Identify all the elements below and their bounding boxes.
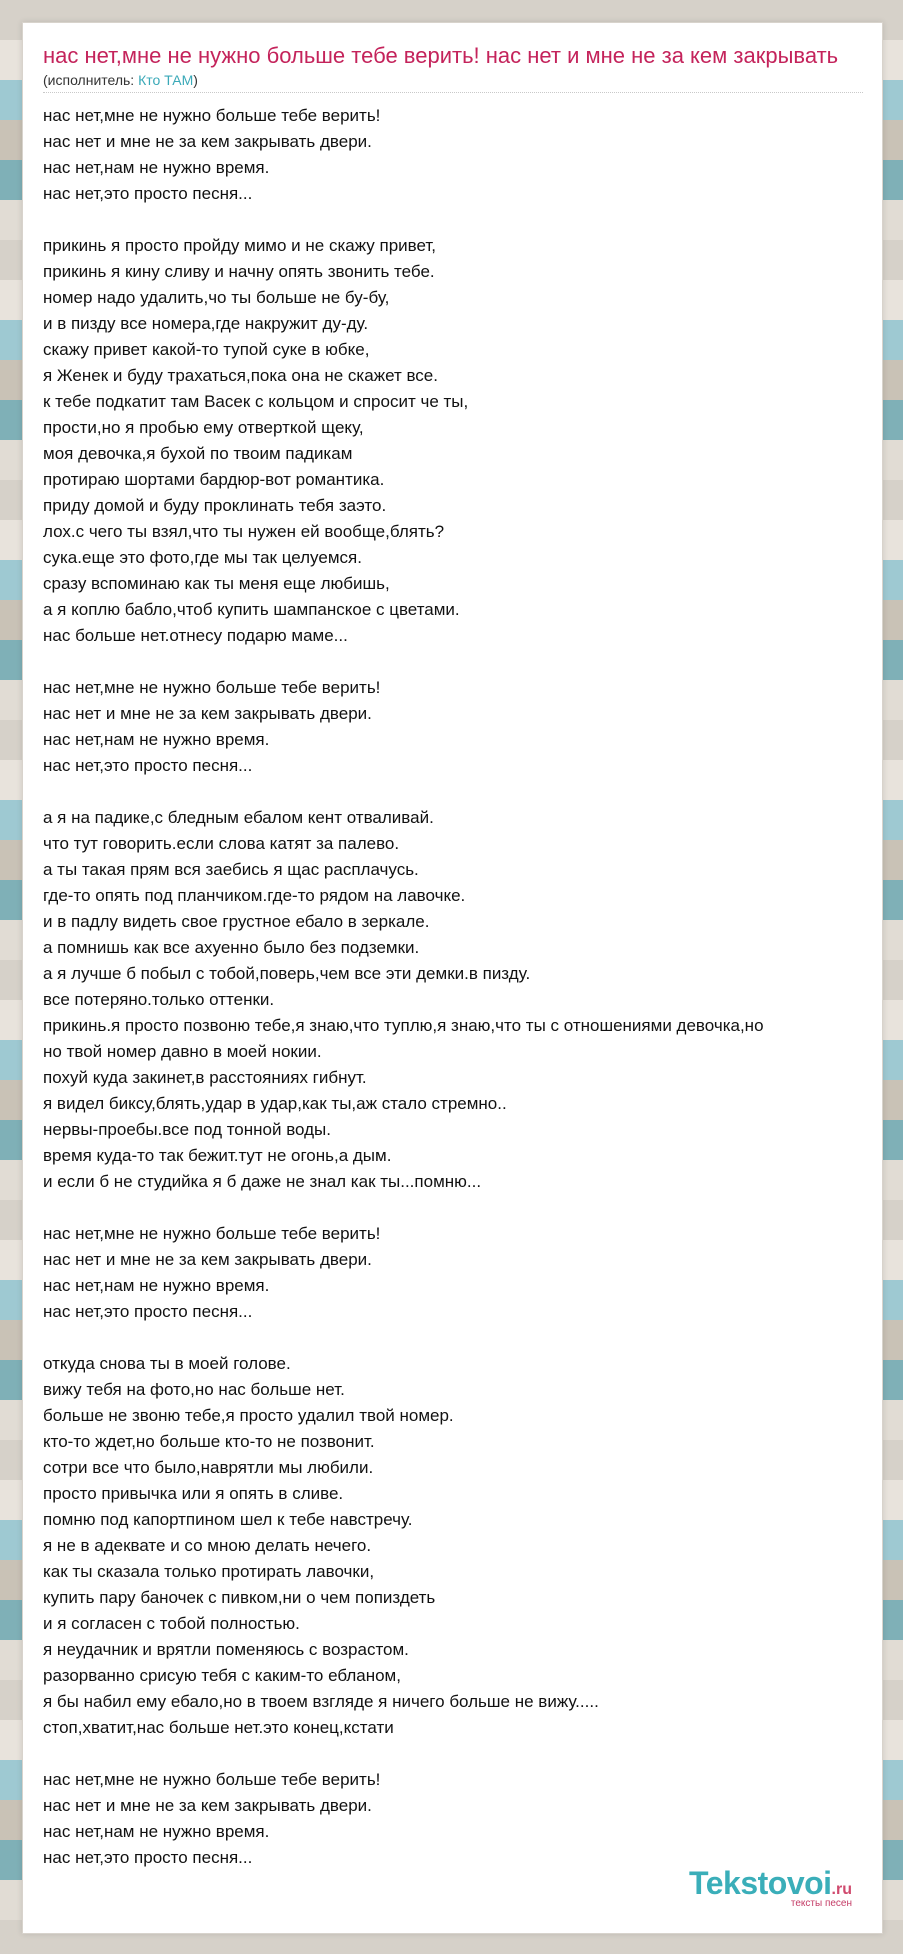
lyric-line: нас нет,это просто песня... [43,1302,253,1321]
lyric-line: кто-то ждет,но больше кто-то не позвонит. [43,1432,375,1451]
lyric-line: прикинь я кину сливу и начну опять звонить тебе. [43,262,435,281]
lyric-line: нас нет,нам не нужно время. [43,158,270,177]
lyric-line: лох.с чего ты взял,что ты нужен ей вообще,блять? [43,522,445,541]
lyric-line: я видел биксу,блять,удар в удар,как ты,аж стало стремно.. [43,1094,507,1113]
lyric-line: купить пару баночек с пивком,ни о чем попиздеть [43,1588,436,1607]
site-logo[interactable] [689,1866,852,1909]
artist-suffix: ) [193,72,198,88]
lyric-line: нас нет и мне не за кем закрывать двери. [43,1796,372,1815]
lyric-line: просто привычка или я опять в сливе. [43,1484,344,1503]
stanza-break [43,649,882,675]
lyric-line: но твой номер давно в моей нокии. [43,1042,322,1061]
lyric-line: стоп,хватит,нас больше нет.это конец,кстати [43,1718,394,1737]
lyric-line: номер надо удалить,чо ты больше не бу-бу, [43,288,390,307]
lyric-line: похуй куда закинет,в расстояниях гибнут. [43,1068,367,1087]
lyric-line: протираю шортами бардюр-вот романтика. [43,470,385,489]
lyric-line: нас нет,нам не нужно время. [43,730,270,749]
lyric-line: прикинь я просто пройду мимо и не скажу привет, [43,236,437,255]
lyric-line: нас нет,мне не нужно больше тебе верить! [43,1770,381,1789]
lyric-line: помню под капортпином шел к тебе навстречу. [43,1510,413,1529]
artist-line [43,71,863,93]
lyric-line: нервы-проебы.все под тонной воды. [43,1120,331,1139]
lyric-line: сука.еще это фото,где мы так целуемся. [43,548,362,567]
lyric-line: сразу вспоминаю как ты меня еще любишь, [43,574,390,593]
lyric-line: а ты такая прям вся заебись я щас расплачусь. [43,860,419,879]
lyric-line: что тут говорить.если слова катят за палево. [43,834,400,853]
stanza-break [43,1325,882,1351]
lyric-line: а я коплю бабло,чтоб купить шампанское с цветами. [43,600,460,619]
lyric-line: я бы набил ему ебало,но в твоем взгляде я ничего больше не вижу..... [43,1692,599,1711]
lyric-line: нас нет и мне не за кем закрывать двери. [43,132,372,151]
lyric-line: нас нет,это просто песня... [43,1848,253,1867]
lyric-line: к тебе подкатит там Васек с кольцом и спросит че ты, [43,392,469,411]
lyric-line: а помнишь как все ахуенно было без подземки. [43,938,420,957]
lyric-line: нас нет,это просто песня... [43,184,253,203]
lyric-line: а я лучше б побыл с тобой,поверь,чем все эти демки.в пизду. [43,964,531,983]
lyric-line: и если б не студийка я б даже не знал как ты...помню... [43,1172,482,1191]
lyric-line: прости,но я пробью ему отверткой щеку, [43,418,364,437]
lyrics-card [22,22,883,1934]
logo-tld-text: .ru [831,1881,852,1898]
song-title: нас нет,мне не нужно больше тебе верить! нас нет и мне не за кем закрывать [43,43,839,68]
lyric-line: нас нет и мне не за кем закрывать двери. [43,1250,372,1269]
lyric-line: время куда-то так бежит.тут не огонь,а дым. [43,1146,392,1165]
logo-main-text: Tekstovoi [689,1865,832,1901]
lyric-line: прикинь.я просто позвоню тебе,я знаю,что туплю,я знаю,что ты с отношениями девочка,но [43,1016,764,1035]
lyric-line: я неудачник и врятли поменяюсь с возрастом. [43,1640,409,1659]
lyric-line: сотри все что было,наврятли мы любили. [43,1458,374,1477]
lyric-line: как ты сказала только протирать лавочки, [43,1562,375,1581]
logo-subtitle: тексты песен [790,1898,852,1909]
lyric-line: нас нет,мне не нужно больше тебе верить! [43,1224,381,1243]
lyric-line: нас нет,нам не нужно время. [43,1822,270,1841]
lyric-line: нас больше нет.отнесу подарю маме... [43,626,348,645]
lyric-line: скажу привет какой-то тупой суке в юбке, [43,340,370,359]
lyric-line: нас нет,мне не нужно больше тебе верить! [43,678,381,697]
lyrics-body [23,93,882,1871]
lyric-line: откуда снова ты в моей голове. [43,1354,291,1373]
lyric-line: я Женек и буду трахаться,пока она не скажет все. [43,366,438,385]
stanza-break [43,207,882,233]
lyric-line: все потеряно.только оттенки. [43,990,275,1009]
stanza-break [43,1741,882,1767]
lyric-line: и я согласен с тобой полностью. [43,1614,300,1633]
lyric-line: нас нет,нам не нужно время. [43,1276,270,1295]
lyric-line: нас нет,это просто песня... [43,756,253,775]
lyric-line: где-то опять под планчиком.где-то рядом на лавочке. [43,886,466,905]
lyric-line: и в пизду все номера,где накружит ду-ду. [43,314,369,333]
lyric-line: разорванно срисую тебя с каким-то ебланом, [43,1666,401,1685]
lyric-line: нас нет,мне не нужно больше тебе верить! [43,106,381,125]
lyric-line: моя девочка,я бухой по твоим падикам [43,444,353,463]
artist-prefix: (исполнитель: [43,72,139,88]
stanza-break [43,779,882,805]
lyric-line: нас нет и мне не за кем закрывать двери. [43,704,372,723]
stanza-break [43,1195,882,1221]
lyric-line: я не в адеквате и со мною делать нечего. [43,1536,372,1555]
artist-link[interactable]: Кто ТАМ [138,72,194,88]
lyric-line: и в падлу видеть свое грустное ебало в зеркале. [43,912,430,931]
lyric-line: а я на падике,с бледным ебалом кент отваливай. [43,808,434,827]
lyric-line: больше не звоню тебе,я просто удалил твой номер. [43,1406,454,1425]
lyric-line: приду домой и буду проклинать тебя заэто. [43,496,387,515]
song-header [23,23,882,93]
lyric-line: вижу тебя на фото,но нас больше нет. [43,1380,345,1399]
